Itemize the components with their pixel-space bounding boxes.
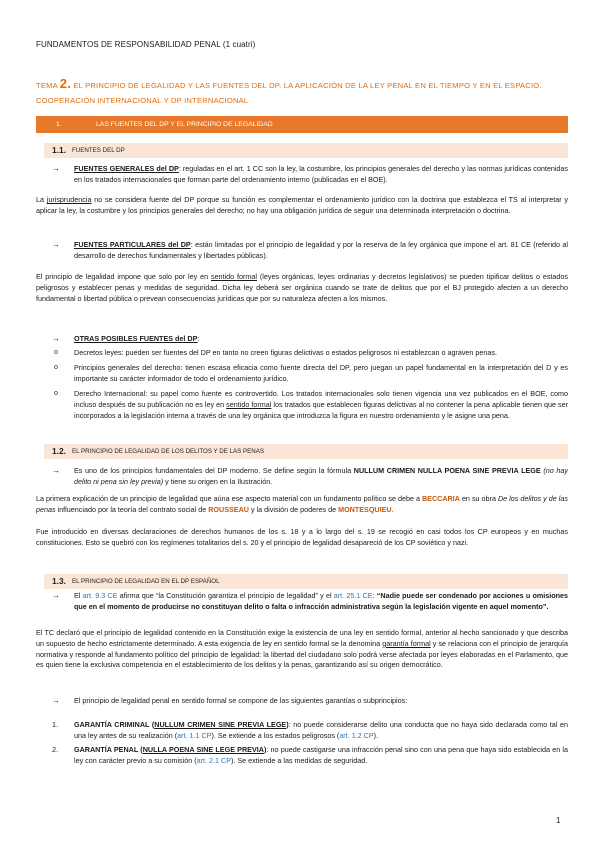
list-item bbox=[52, 745, 569, 767]
beccaria-p1: La primera explicación de un principio de legalidad que aúna ese aspecto material con un fundamento político se debe a bbox=[36, 494, 422, 503]
garantia-name: GARANTÍA PENAL ( bbox=[74, 745, 143, 754]
nullum-post: y tiene su origen en la Ilustración. bbox=[163, 476, 273, 486]
subsection-number: 1.3. bbox=[52, 576, 66, 586]
garantias-intro-text: El principio de legalidad penal en sentido formal se compone de las siguientes garantías o subprincipios: bbox=[74, 696, 408, 705]
subsection-title: FUENTES DEL DP bbox=[72, 147, 125, 154]
fuentes-particulares-text: : están limitadas por el principio de legalidad y por la reserva de la ley orgánica que impone el art. 81 CE (referido al desarrollo de derechos fundamentales y libertades públicas). bbox=[74, 240, 568, 260]
garantia-end: ). bbox=[373, 730, 379, 740]
otras-fuentes-label: OTRAS POSIBLES FUENTES del DP bbox=[74, 334, 198, 343]
otras-fuentes-heading bbox=[52, 334, 568, 345]
fuentes-particulares-label: FUENTES PARTICULARES del DP bbox=[74, 240, 191, 249]
ce-quote-item bbox=[52, 591, 569, 613]
garantia-number: 1. bbox=[52, 720, 58, 729]
garantia-ref: art. 2.1 CP bbox=[196, 755, 231, 765]
fuentes-particulares-item bbox=[52, 240, 568, 262]
jurisprudencia-paragraph bbox=[36, 195, 568, 217]
ce-ref-25-1: art. 25.1 CE bbox=[333, 591, 373, 600]
subsection-heading-1-3 bbox=[44, 574, 568, 589]
beccaria-p2: en su obra bbox=[459, 494, 498, 503]
garantia-name: GARANTÍA CRIMINAL ( bbox=[74, 720, 155, 729]
garantia-ref: art. 1.1 CP bbox=[177, 730, 212, 740]
section-number: 1. bbox=[56, 121, 62, 128]
otras-item-text: Principios generales del derecho: tienen escasa eficacia como fuente directa del DP, pero juegan un papel fundamental en la interpretación del D y es importante su carácter informador de todo el ordenamiento jurídico. bbox=[74, 363, 568, 383]
page-number: 1 bbox=[556, 816, 561, 825]
chapter-prefix: TEMA bbox=[36, 81, 58, 90]
list-item bbox=[52, 720, 568, 742]
list-item bbox=[54, 363, 568, 385]
beccaria-p3: influenciado por la teoría del contrato social de bbox=[55, 504, 209, 514]
otras-item-term: sentido formal bbox=[226, 399, 272, 409]
arrow-right-icon: → bbox=[52, 240, 60, 249]
nullum-formula: NULLUM CRIMEN NULLA POENA SINE PREVIA LEGE bbox=[353, 466, 541, 475]
subsection-number: 1.1. bbox=[52, 145, 66, 155]
garantia-post: ). Se extiende a las medidas de seguridad. bbox=[231, 755, 368, 765]
ce-quote-p1: El bbox=[74, 591, 83, 600]
beccaria-p4: y la división de poderes de bbox=[248, 504, 339, 514]
garantia-ref2: art. 1.2 CP bbox=[339, 730, 374, 740]
bullet-icon: o bbox=[54, 349, 58, 356]
jurisprudencia-pre: La bbox=[36, 195, 47, 204]
otras-item-text: Decretos leyes: pueden ser fuentes del DP en tanto no creen figuras delictivas o estados peligrosos ni establezcan o agraven penas. bbox=[74, 348, 497, 357]
garantia-latin: NULLA POENA SINE LEGE PREVIA bbox=[142, 745, 264, 754]
fuentes-generales-text: : reguladas en el art. 1 CC son la ley, la costumbre, los principios generales del derecho y las normas jurídicas contenidas en los tratados internacionales que forman parte del ordenamiento interno (publicadas en el BOE). bbox=[74, 164, 569, 184]
beccaria-paragraph bbox=[36, 494, 568, 516]
nullum-pre: Es uno de los principios fundamentales del DP moderno. Se define según la fórmula bbox=[74, 466, 354, 475]
section-heading-1 bbox=[36, 116, 568, 133]
beccaria-obra: De los delitos y de las penas bbox=[36, 494, 568, 514]
ce-quote-p3: : bbox=[372, 591, 377, 600]
beccaria-name: BECCARIA bbox=[421, 494, 460, 503]
principio-term: sentido formal bbox=[210, 272, 257, 281]
arrow-right-icon: → bbox=[52, 466, 60, 475]
rousseau-name: ROUSSEAU bbox=[208, 504, 249, 514]
garantia-post: ). Se extiende a los estados peligrosos ( bbox=[211, 730, 340, 740]
subsection-heading-1-2 bbox=[44, 444, 568, 459]
garantia-close: ) bbox=[286, 720, 289, 729]
chapter-number: 2. bbox=[59, 76, 72, 91]
otras-item-text: Derecho Internacional: su papel como fuente es controvertido. Los tratados internacionales solo tienen vigencia una vez publicados en el BOE, como incluso después de su publicación no es ley en bbox=[74, 389, 568, 409]
subsection-title: EL PRINCIPIO DE LEGALIDAD DE LOS DELITOS Y DE LAS PENAS bbox=[72, 448, 264, 455]
historia-paragraph: Fue introducido en diversas declaraciones de derechos humanos de los s. 18 y a lo largo del s. 19 se recogió en casi todos los CP europeos y en muchas constituciones. Esto se quebró con los regímenes totalitarios del s. 20 y el principio de legalidad desapareció de los CP soviético y nazi. bbox=[36, 527, 568, 547]
document-header: FUNDAMENTOS DE RESPONSABILIDAD PENAL (1 cuatri) bbox=[36, 40, 256, 49]
bullet-icon: o bbox=[54, 364, 58, 371]
arrow-right-icon: → bbox=[52, 334, 60, 343]
tc-p2: y se relaciona con el principio de jerarquía normativa y responde al fundamento político del principio de legalidad: la libertad del ciudadano solo podrá verse afectada por leyes elaboradas en el Parlamento, que es quien tiene la exclusiva competencia en el establecimiento de los delitos y la penas, garantizando así su origen democrático. bbox=[36, 638, 569, 670]
garantia-close: ) bbox=[263, 745, 267, 754]
jurisprudencia-text: no se considera fuente del DP porque su función es complementar el ordenamiento jurídico con la doctrina que establezca el TS al interpretar y aplicar la ley, la costumbre y los principios generales del derecho; no hay una obligación jurídica de seguir una determinada interpretación o doctrina. bbox=[36, 195, 568, 215]
otras-fuentes-colon: : bbox=[197, 334, 200, 343]
arrow-right-icon: → bbox=[52, 591, 60, 600]
chapter-title-text: EL PRINCIPIO DE LEGALIDAD Y LAS FUENTES DEL DP. LA APLICACIÓN DE LA LEY PENAL EN EL TIEMPO Y EN EL ESPACIO. COOPERACIÓN INTERNACIONAL Y DP INTERNACIONAL bbox=[36, 81, 542, 105]
principio-pre: El principio de legalidad impone que solo por ley en bbox=[36, 272, 211, 281]
ce-ref-9-3: art. 9.3 CE bbox=[82, 591, 118, 600]
chapter-title bbox=[36, 76, 568, 108]
subsection-title: EL PRINCIPIO DE LEGALIDAD EN EL DP ESPAÑOL bbox=[72, 578, 220, 585]
otras-item-post: los tratados que establecen figuras delictivas al no contener la pena aplicable tienen que ser incorporados a la legislación interna a través de una ley orgánica que introduzca la figura en nuestro ordenamiento y le asigne una pena. bbox=[74, 399, 568, 420]
garantia-latin: NULLUM CRIMEN SINE PREVIA LEGE bbox=[154, 720, 287, 729]
subsection-heading-1-1 bbox=[44, 143, 568, 158]
montesquieu-name: MONTESQUIEU bbox=[338, 504, 392, 514]
arrow-right-icon: → bbox=[52, 696, 60, 705]
garantia-number: 2. bbox=[52, 745, 58, 754]
bullet-icon: o bbox=[54, 390, 58, 397]
fuentes-generales-item bbox=[52, 164, 569, 186]
nullum-crimen-item bbox=[52, 466, 569, 488]
beccaria-p5: . bbox=[391, 504, 394, 514]
tc-term: garantía formal bbox=[382, 638, 431, 648]
fuentes-generales-label: FUENTES GENERALES del DP bbox=[74, 164, 179, 173]
arrow-right-icon: → bbox=[52, 164, 60, 173]
tc-paragraph bbox=[36, 628, 568, 671]
ce-quote-text: “Nadie puede ser condenado por acciones u omisiones que en el momento de producirse no constituyan delito o falta o infracción administrativa según la legislación vigente en aquel momento”. bbox=[74, 591, 569, 611]
ce-quote-p2: afirma que “la Constitución garantiza el principio de legalidad” y el bbox=[117, 591, 334, 600]
garantia-text: : no puede considerarse delito una conducta que no haya sido declarada como tal en una ley antes de su realización ( bbox=[74, 720, 568, 740]
jurisprudencia-term: jurisprudencia bbox=[46, 195, 92, 204]
principio-legalidad-paragraph bbox=[36, 272, 568, 304]
garantias-intro bbox=[52, 696, 568, 707]
subsection-number: 1.2. bbox=[52, 446, 66, 456]
garantia-text: : no puede castigarse una infracción penal sino con una pena que haya sido establecida en la ley con carácter previo a su comisión ( bbox=[74, 745, 569, 765]
tc-p1: El TC declaró que el principio de legalidad contenido en la Constitución exige la existencia de una ley en sentido formal, anterior al hecho sancionado y que describa un supuesto de hecho estrictamente determinado. A esta exigencia de ley en sentido formal se la denomina bbox=[36, 628, 568, 648]
nullum-italic: (no hay delito ni pena sin ley previa) bbox=[74, 466, 569, 486]
section-title: LAS FUENTES DEL DP Y EL PRINCIPIO DE LEGALIDAD bbox=[96, 121, 273, 128]
list-item bbox=[54, 348, 568, 359]
list-item bbox=[54, 389, 568, 421]
principio-text: (leyes orgánicas, leyes ordinarias y decretos legislativos) se pueden tipificar delitos o estados peligrosos y establecer penas y medidas de seguridad. Dicha ley deberá ser orgánica cuando se trate de delitos que por el BJ protegido afecten a un derecho fundamental o libertad pública o prevean consecuencias jurídicas que por su naturaleza afecten a los mismos. bbox=[36, 272, 568, 303]
